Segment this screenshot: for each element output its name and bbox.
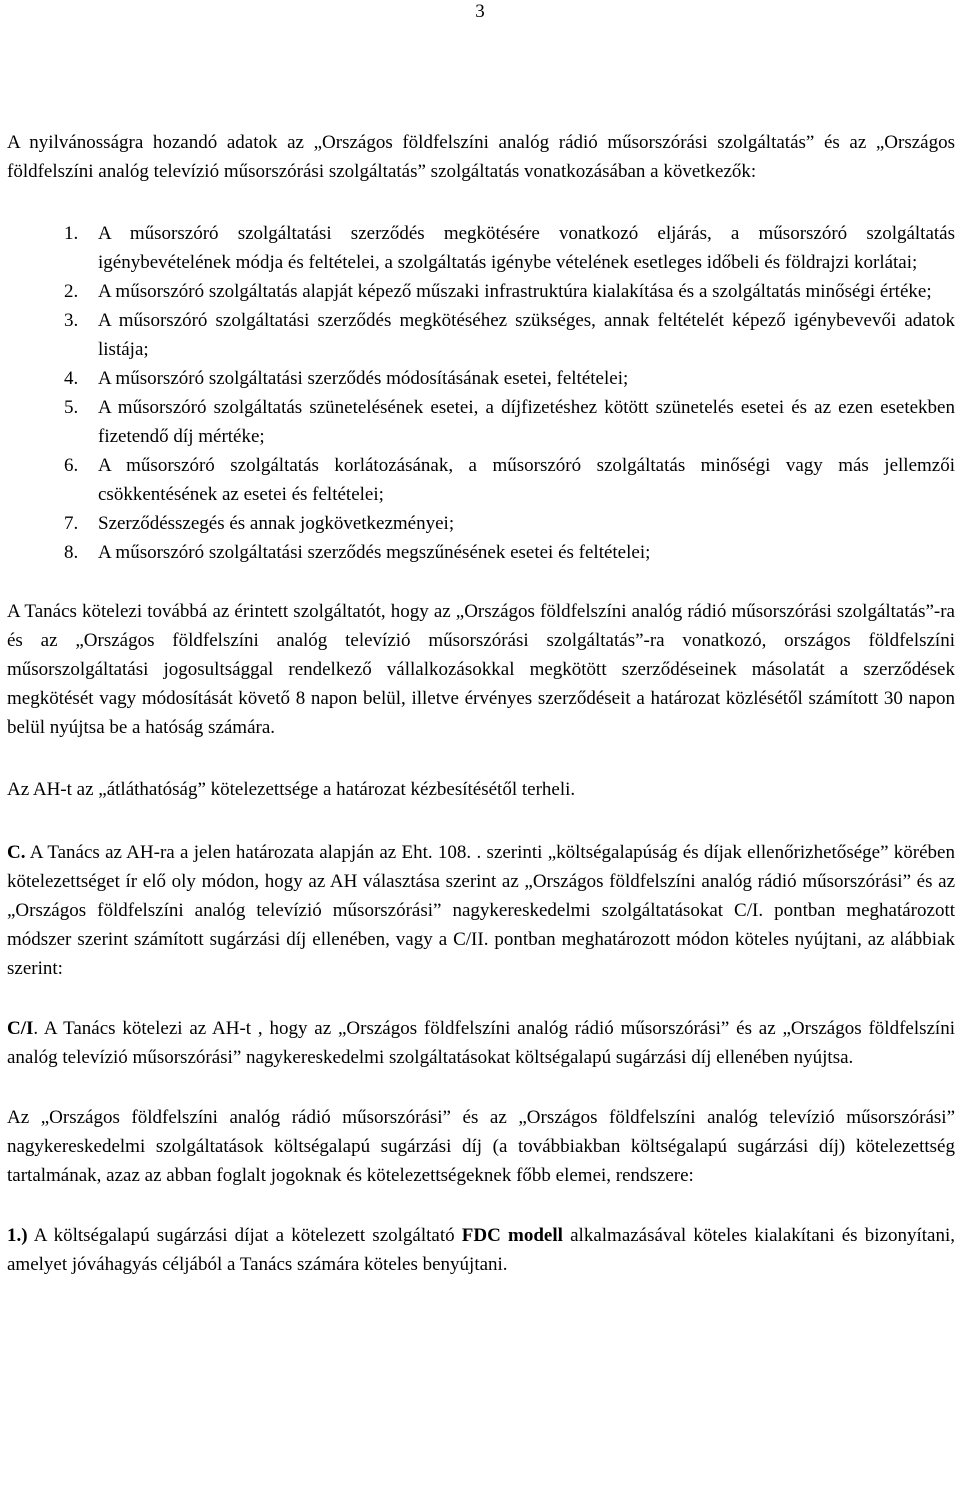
point-1-label: 1.) [7,1225,28,1246]
section-c-text: A Tanács az AH-ra a jelen határozata alapján az Eht. 108. . szerinti „költségalapúság és díjak ellenőrizhetősége” körében kötelezettséget ír elő oly módon, hogy az AH választása szerint az „Országos földfelszíni analóg rádió műsorszórási” és az „Országos földfelszíni analóg televízió műsorszórási” nagykereskedelmi szolgáltatásokat C/I. pontban meghatározott módszer szerint számított sugárzási díj ellenében, vagy a C/II. pontban meghatározott módon köteles nyújtani, az alábbiak szerint: [7,842,955,979]
list-item-number: 8. [64,542,79,563]
list-item [7,393,955,451]
fdc-model-term: FDC modell [461,1225,563,1246]
list-item-number: 5. [64,397,79,418]
intro-paragraph: A nyilvánosságra hozandó adatok az „Országos földfelszíni analóg rádió műsorszórási szolgáltatás” és az „Országos földfelszíni analóg televízió műsorszórási szolgáltatás” szolgáltatás vonatkozásában a következők: [7,132,955,182]
document-body [7,128,955,1279]
list-item-text: Szerződésszegés és annak jogkövetkezményei; [98,513,455,534]
list-item-text: A műsorszóró szolgáltatási szerződés módosításának esetei, feltételei; [98,368,629,389]
transparency-paragraph: Az AH-t az „átláthatóság” kötelezettsége a határozat kézbesítésétől terheli. [7,779,576,800]
section-ci-label-suffix: . [33,1018,39,1039]
list-item-number: 3. [64,310,79,331]
obligations-list [7,219,955,567]
section-ci-paragraph [7,1014,955,1072]
list-item-text: A műsorszóró szolgáltatási szerződés megszűnésének esetei és feltételei; [98,542,651,563]
list-item-number: 4. [64,368,79,389]
list-item [7,277,955,306]
list-item-text: A műsorszóró szolgáltatási szerződés megkötéséhez szükséges, annak feltételét képező igénybevevői adatok listája; [98,310,955,360]
system-paragraph: Az „Országos földfelszíni analóg rádió műsorszórási” és az „Országos földfelszíni analóg televízió műsorszórási” nagykereskedelmi szolgáltatások költségalapú sugárzási díj (a továbbiakban költségalapú sugárzási díj) kötelezettség tartalmának, azaz az abban foglalt jogoknak és kötelezettségeknek főbb elemei, rendszere: [7,1107,955,1186]
point-1-text-before: A költségalapú sugárzási díjat a kötelezett szolgáltató [27,1225,462,1246]
point-1-text-after: alkalmazásával köteles kialakítani és bizonyítani, amelyet jóváhagyás céljából a Tanács számára köteles benyújtani. [7,1225,955,1275]
point-1-paragraph [7,1221,955,1279]
list-item-text: A műsorszóró szolgáltatás alapját képező műszaki infrastruktúra kialakítása és a szolgáltatás minőségi értéke; [98,281,932,302]
list-item [7,538,955,567]
list-item-text: A műsorszóró szolgáltatás szünetelésének esetei, a díjfizetéshez kötött szünetelés esetei és az ezen esetekben fizetendő díj mértéke; [98,397,955,447]
list-item-text: A műsorszóró szolgáltatási szerződés megkötésére vonatkozó eljárás, a műsorszóró szolgáltatás igénybevételének módja és feltételei, a szolgáltatás igénybe vételének esetleges időbeli és földrajzi korlátai; [98,223,955,273]
page-number: 3 [475,1,485,22]
list-item [7,219,955,277]
list-item-number: 6. [64,455,79,476]
section-c-label: C. [7,842,26,863]
list-item [7,451,955,509]
list-item [7,306,955,364]
council-obligation-paragraph: A Tanács kötelezi továbbá az érintett szolgáltatót, hogy az „Országos földfelszíni analóg rádió műsorszórási szolgáltatás”-ra és az „Országos földfelszíni analóg televízió műsorszórási szolgáltatás”-ra vonatkozó, országos földfelszíni műsorszolgáltatási jogosultsággal rendelkező vállalkozásokkal megkötött szerződéseinek másolatát a szerződések megkötését vagy módosítását követő 8 napon belül, illetve érvényes szerződéseit a határozat közlésétől számított 30 napon belül nyújtsa be a hatóság számára. [7,601,955,738]
list-item-number: 7. [64,513,79,534]
list-item-number: 2. [64,281,79,302]
section-c-paragraph [7,838,955,983]
list-item [7,364,955,393]
list-item [7,509,955,538]
section-ci-label: C/I [7,1018,34,1039]
section-ci-text: A Tanács kötelezi az AH-t , hogy az „Országos földfelszíni analóg rádió műsorszórási” és az „Országos földfelszíni analóg televízió műsorszórási” nagykereskedelmi szolgáltatásokat költségalapú sugárzási díj ellenében nyújtsa. [7,1018,955,1068]
list-item-text: A műsorszóró szolgáltatás korlátozásának, a műsorszóró szolgáltatás minőségi vagy más jellemzői csökkentésének az esetei és feltételei; [98,455,955,505]
list-item-number: 1. [64,223,79,244]
